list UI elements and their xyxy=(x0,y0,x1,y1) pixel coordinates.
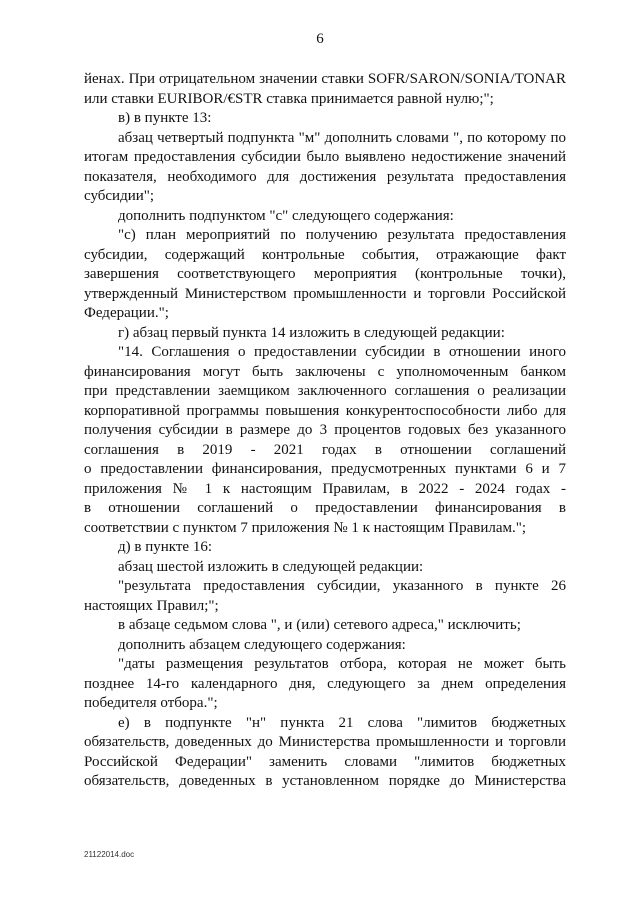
text-line: "с) план мероприятий по получению результата предоставления xyxy=(118,227,566,243)
text-line: дополнить абзацем следующего содержания: xyxy=(118,636,406,653)
text-line: настоящих Правил;"; xyxy=(84,597,219,614)
text-line: г) абзац первый пункта 14 изложить в следующей редакции: xyxy=(118,324,505,341)
text-line: субсидии"; xyxy=(84,188,155,204)
text-line: о предоставлении финансирования, предусмотренных пунктами 6 и 7 xyxy=(84,461,566,477)
text-line: завершения соответствующего мероприятия (контрольные точки), xyxy=(84,266,566,282)
text-line: позднее 14-го календарного дня, следующего за днем определения xyxy=(84,675,566,692)
text-line: в отношении соглашений о предоставлении финансирования в xyxy=(84,500,566,516)
text-line: "даты размещения результатов отбора, которая не может быть xyxy=(118,656,566,672)
text-line: соответствии с пунктом 7 приложения № 1 к настоящим Правилам."; xyxy=(84,519,527,536)
text-line: итогам предоставления субсидии было выявлено недостижение значений xyxy=(84,149,566,165)
page-number: 6 xyxy=(316,31,324,47)
text-line: Федерации."; xyxy=(84,305,169,321)
text-line: получения субсидии в размере до 3 процентов годовых без указанного xyxy=(84,422,566,438)
text-line: "14. Соглашения о предоставлении субсидии в отношении иного xyxy=(118,344,566,360)
text-line: победителя отбора."; xyxy=(84,695,218,711)
file-name-footer: 21122014.doc xyxy=(84,850,135,859)
text-line: е) в подпункте "н" пункта 21 слова "лимитов бюджетных xyxy=(118,714,566,731)
text-line: при представлении заемщиком заключенного соглашения о реализации xyxy=(84,383,566,399)
text-line: утвержденный Министерством промышленности и торговли Российской xyxy=(84,285,566,302)
text-line: в абзаце седьмом слова ", и (или) сетевого адреса," исключить; xyxy=(118,617,521,633)
text-line: абзац шестой изложить в следующей редакции: xyxy=(118,558,424,575)
text-line: соглашения в 2019 - 2021 годах в отношении соглашений xyxy=(84,441,566,458)
text-line: обязательств, доведенных до Министерства промышленности и торговли xyxy=(84,734,566,750)
text-line: дополнить подпунктом "с" следующего содержания: xyxy=(118,207,454,224)
text-line: показателя, необходимого для достижения результата предоставления xyxy=(84,168,566,185)
document-body xyxy=(84,70,566,792)
text-line: обязательств, доведенных в установленном порядке до Министерства xyxy=(84,773,566,789)
text-line: финансирования могут быть заключены с уполномоченным банком xyxy=(84,363,566,380)
text-line: в) в пункте 13: xyxy=(118,110,212,126)
text-line: абзац четвертый подпункта "м" дополнить словами ", по которому по xyxy=(118,129,566,146)
text-line: "результата предоставления субсидии, указанного в пункте 26 xyxy=(118,578,566,594)
text-line: или ставки EURIBOR/€STR ставка принимается равной нулю;"; xyxy=(84,90,494,107)
text-line: корпоративной программы повышения конкурентоспособности либо для xyxy=(84,402,566,419)
text-line: субсидии, содержащий контрольные события, отражающие факт xyxy=(84,246,566,263)
text-line: Российской Федерации" заменить словами "лимитов бюджетных xyxy=(84,753,566,770)
text-line: йенах. При отрицательном значении ставки SOFR/SARON/SONIA/TONAR xyxy=(84,71,566,87)
text-line: д) в пункте 16: xyxy=(118,539,212,555)
text-line: приложения № 1 к настоящим Правилам, в 2022 - 2024 годах - xyxy=(84,480,566,497)
